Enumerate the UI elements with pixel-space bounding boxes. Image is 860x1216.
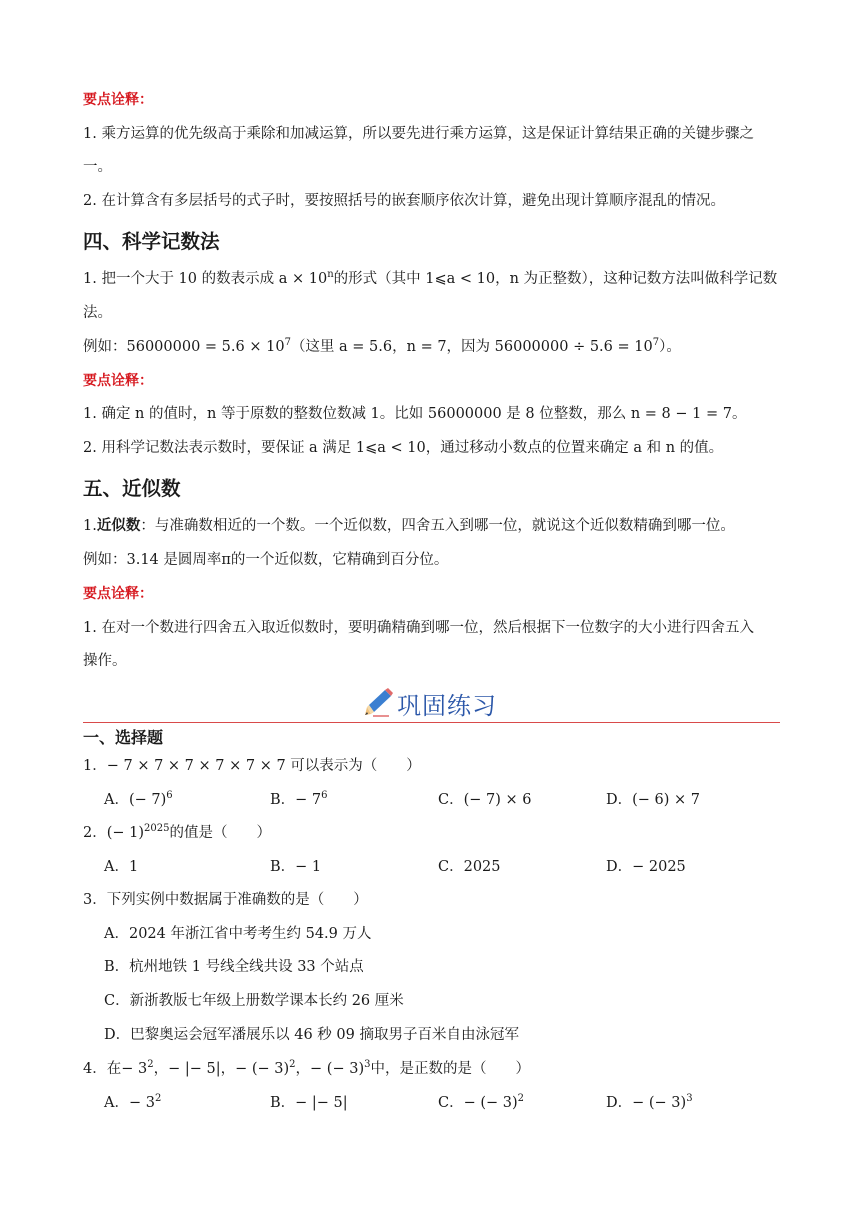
sec5-note-1: 1. 在对一个数进行四舍五入取近似数时，要明确精确到哪一位，然后根据下一位数字的大小进行四舍五入 [83,620,754,636]
key-points-label: 要点诠释： [83,586,153,602]
sec5-definition: 1.近似数：与准确数相近的一个数。一个近似数，四舍五入到哪一位，就说这个近似数精确到哪一位。 [83,517,735,534]
sec4-note-1: 1. 确定 n 的值时，n 等于原数的整数位数减 1。比如 56000000 是 8 位整数，那么 n = 8 − 1 = 7。 [83,406,747,422]
section-divider [83,722,780,723]
sec4-example: 例如：$56000000 = 5.6 \times 10^7$（这里 a = 5.6，n = 7，因为 $56000000 \div 5.6 = 10^7$）。 [83,337,681,355]
option-c: C．2025 [438,859,501,875]
option-b: B．− 1 [270,859,322,875]
option-b: B．− |− 5| [270,1095,348,1111]
question-1: 1．− 7 × 7 × 7 × 7 × 7 × 7 可以表示为（ ） [83,758,421,774]
option-a: A．− $3^2$ [104,1093,162,1111]
option-c: C．− (− 3)$^2$ [438,1093,525,1111]
sec4-heading: 四、科学记数法 [83,230,220,253]
option-c: C．新浙教版七年级上册数学课本长约 26 厘米 [104,993,404,1009]
question-4: 4．在− $3^2$，− |− 5|，− (− 3)$^2$，− (− 3)$^3$中，是正数的是（ ） [83,1059,530,1077]
option-a: A．1 [104,859,139,875]
sec4-definition: 1. 把一个大于 10 的数表示成 $a \times 10^n$的形式（其中 1⩽a < 10，n 为正整数），这种记数方法叫做科学记数 [83,269,778,287]
practice-title: 巩固练习 [397,692,497,720]
option-d: D．− (− 3)$^3$ [606,1093,693,1111]
sec5-note-1-cont: 操作。 [83,653,127,669]
question-2: 2．(− 1)$^{2025}$的值是（ ） [83,823,271,841]
question-4-options [104,1093,784,1113]
question-1-options [104,790,784,810]
sec5-example: 例如：3.14 是圆周率π的一个近似数，它精确到百分位。 [83,552,449,568]
practice-banner [0,686,860,720]
key-points-label: 要点诠释： [83,373,153,389]
question-3: 3．下列实例中数据属于准确数的是（ ） [83,892,368,908]
sec3-note-2: 2. 在计算含有多层括号的式子时，要按照括号的嵌套顺序依次计算，避免出现计算顺序混乱的情况。 [83,193,725,209]
option-a: A．2024 年浙江省中考考生约 54.9 万人 [104,926,372,942]
pencil-icon [363,687,393,721]
option-d: D．(− 6) × 7 [606,792,701,808]
sec3-note-1: 1. 乘方运算的优先级高于乘除和加减运算，所以要先进行乘方运算，这是保证计算结果正确的关键步骤之 [83,126,754,142]
option-d: D．− 2025 [606,859,686,875]
sec3-note-1-cont: 一。 [83,159,112,175]
option-d: D．巴黎奥运会冠军潘展乐以 46 秒 09 摘取男子百米自由泳冠军 [104,1027,519,1043]
option-a: A．(− 7)$^6$ [104,790,173,808]
option-c: C．(− 7) × 6 [438,792,532,808]
sec5-heading: 五、近似数 [83,477,181,500]
sec4-note-2: 2. 用科学记数法表示数时，要保证 a 满足 1⩽a < 10，通过移动小数点的位置来确定 a 和 n 的值。 [83,440,724,456]
option-b: B．杭州地铁 1 号线全线共设 33 个站点 [104,959,364,975]
exercise-heading: 一、选择题 [83,728,164,747]
sec4-definition-cont: 法。 [83,305,112,321]
option-b: B．− $7^6$ [270,790,328,808]
key-points-label: 要点诠释： [83,92,153,108]
question-2-options [104,857,784,877]
